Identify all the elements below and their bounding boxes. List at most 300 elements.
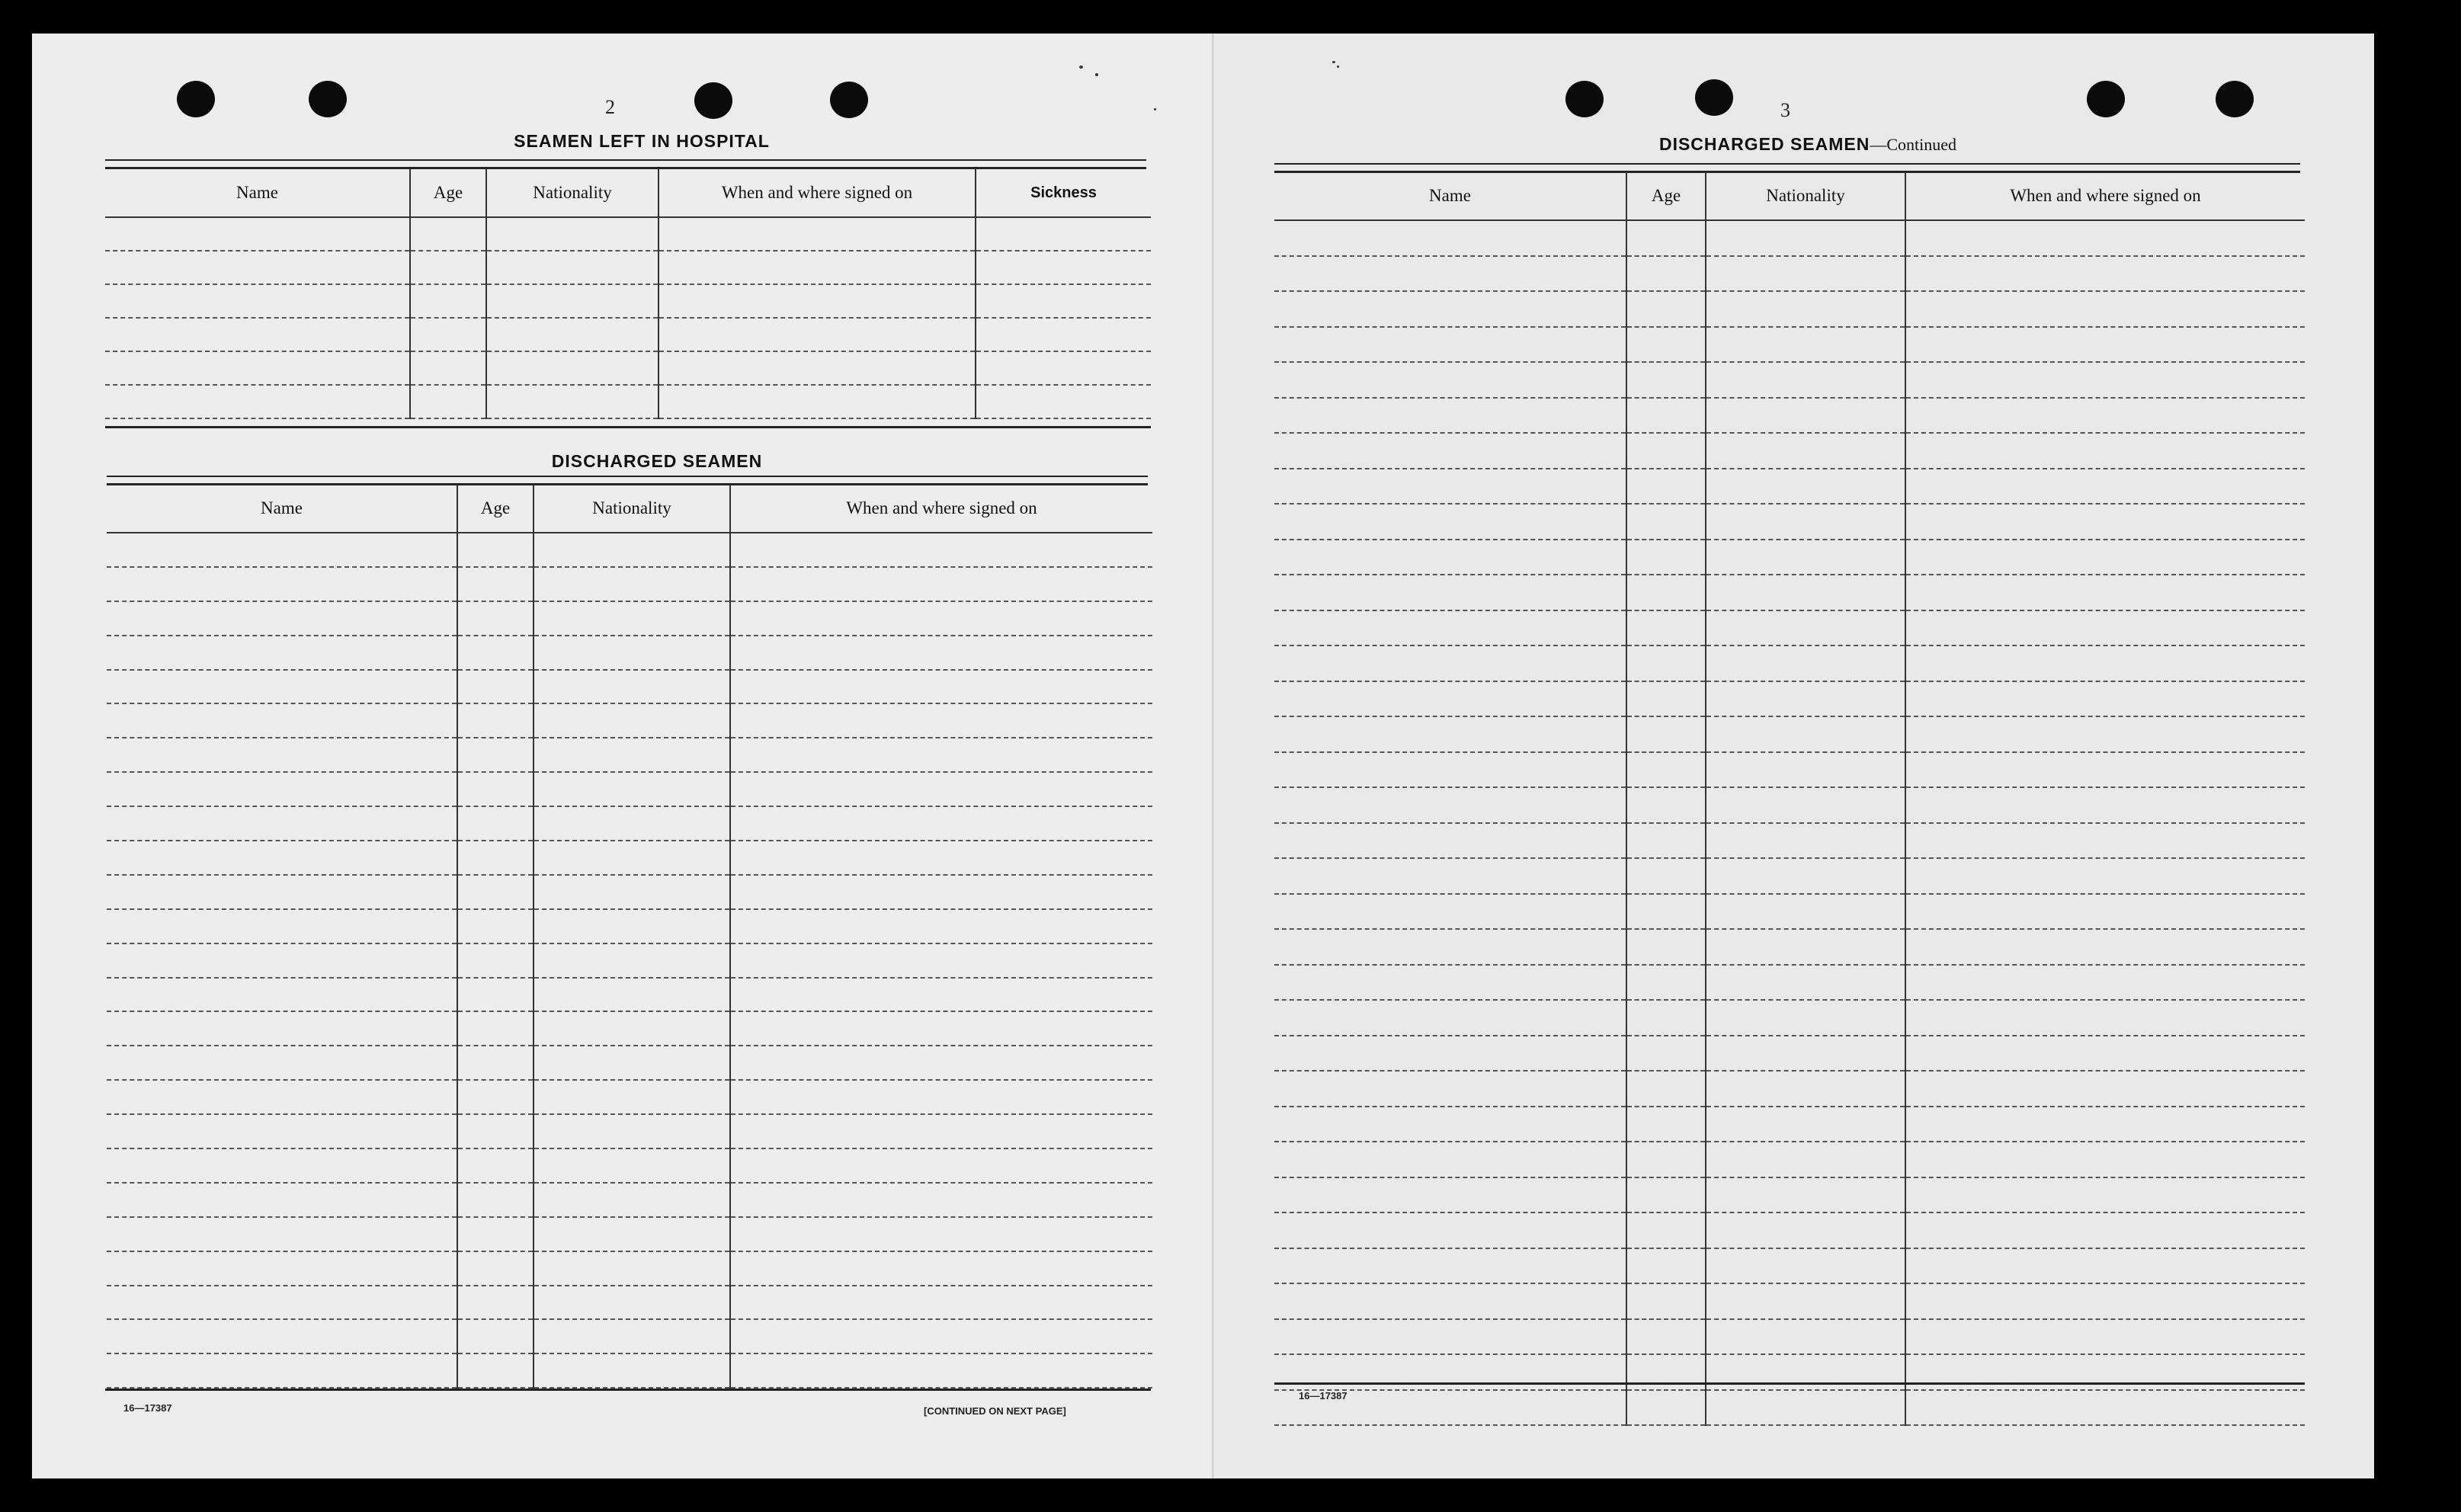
blank-cell-when-and-where-signed-on[interactable] [730, 1251, 1152, 1286]
table-row [107, 1114, 1152, 1148]
blank-cell-when-and-where-signed-on[interactable] [659, 318, 976, 351]
blank-cell-age[interactable] [457, 670, 534, 704]
blank-cell-name[interactable] [105, 217, 410, 251]
blank-cell-nationality[interactable] [1706, 1000, 1905, 1036]
blank-cell-when-and-where-signed-on[interactable] [730, 943, 1152, 978]
paper-speck [1154, 108, 1156, 111]
blank-cell-when-and-where-signed-on[interactable] [1905, 1212, 2305, 1248]
blank-cell-nationality[interactable] [486, 251, 659, 284]
punch-hole [694, 82, 732, 119]
blank-cell-nationality[interactable] [534, 1080, 730, 1114]
blank-cell-nationality[interactable] [534, 1046, 730, 1080]
blank-cell-age[interactable] [457, 1286, 534, 1320]
blank-cell-nationality[interactable] [1706, 681, 1905, 717]
blank-cell-name[interactable] [1274, 291, 1626, 327]
hospital-bottom-rule [105, 426, 1151, 428]
blank-cell-nationality[interactable] [1706, 965, 1905, 1001]
blank-cell-age[interactable] [1626, 645, 1706, 681]
blank-cell-age[interactable] [1626, 540, 1706, 575]
punch-hole [2216, 81, 2254, 117]
blank-cell-name[interactable] [107, 1046, 457, 1080]
blank-cell-age[interactable] [1626, 787, 1706, 823]
column-header-when-and-where-signed-on: When and where signed on [730, 485, 1152, 533]
blank-cell-age[interactable] [1626, 716, 1706, 752]
column-header-name: Name [1274, 172, 1626, 220]
blank-cell-when-and-where-signed-on[interactable] [1905, 1036, 2305, 1072]
blank-cell-name[interactable] [1274, 823, 1626, 859]
blank-cell-nationality[interactable] [1706, 504, 1905, 540]
blank-cell-nationality[interactable] [1706, 256, 1905, 292]
blank-cell-when-and-where-signed-on[interactable] [1905, 716, 2305, 752]
blank-cell-name[interactable] [1274, 1107, 1626, 1142]
blank-cell-name[interactable] [1274, 1000, 1626, 1036]
blank-cell-name[interactable] [107, 1114, 457, 1148]
blank-cell-nationality[interactable] [534, 533, 730, 567]
blank-cell-name[interactable] [1274, 1212, 1626, 1248]
blank-cell-when-and-where-signed-on[interactable] [1905, 681, 2305, 717]
blank-cell-age[interactable] [457, 1046, 534, 1080]
table-row [107, 1353, 1152, 1388]
table-row [1274, 504, 2305, 540]
blank-cell-when-and-where-signed-on[interactable] [730, 1217, 1152, 1251]
blank-cell-age[interactable] [1626, 362, 1706, 398]
blank-cell-age[interactable] [1626, 1283, 1706, 1319]
blank-cell-when-and-where-signed-on[interactable] [1905, 823, 2305, 859]
blank-cell-age[interactable] [457, 772, 534, 806]
blank-cell-when-and-where-signed-on[interactable] [1905, 1071, 2305, 1107]
blank-cell-when-and-where-signed-on[interactable] [1905, 362, 2305, 398]
blank-cell-when-and-where-signed-on[interactable] [1905, 1107, 2305, 1142]
blank-cell-name[interactable] [1274, 575, 1626, 610]
blank-cell-when-and-where-signed-on[interactable] [1905, 1000, 2305, 1036]
blank-cell-nationality[interactable] [534, 978, 730, 1012]
blank-cell-when-and-where-signed-on[interactable] [730, 1148, 1152, 1183]
blank-cell-when-and-where-signed-on[interactable] [1905, 752, 2305, 788]
blank-cell-name[interactable] [1274, 645, 1626, 681]
table-row [107, 909, 1152, 943]
blank-cell-age[interactable] [1626, 575, 1706, 610]
blank-cell-name[interactable] [107, 738, 457, 772]
blank-cell-nationality[interactable] [534, 1353, 730, 1388]
blank-cell-name[interactable] [1274, 220, 1626, 256]
blank-cell-when-and-where-signed-on[interactable] [1905, 929, 2305, 965]
blank-cell-nationality[interactable] [534, 841, 730, 875]
blank-cell-name[interactable] [1274, 965, 1626, 1001]
table-row [107, 567, 1152, 601]
blank-cell-name[interactable] [107, 533, 457, 567]
blank-cell-when-and-where-signed-on[interactable] [1905, 1177, 2305, 1213]
blank-cell-sickness[interactable] [976, 217, 1151, 251]
blank-cell-nationality[interactable] [486, 385, 659, 418]
blank-cell-age[interactable] [457, 1080, 534, 1114]
blank-cell-name[interactable] [107, 1183, 457, 1217]
blank-cell-nationality[interactable] [1706, 610, 1905, 646]
blank-cell-nationality[interactable] [1706, 1107, 1905, 1142]
blank-cell-name[interactable] [107, 1080, 457, 1114]
blank-cell-age[interactable] [1626, 327, 1706, 363]
blank-cell-name[interactable] [1274, 858, 1626, 894]
blank-cell-age[interactable] [1626, 681, 1706, 717]
blank-cell-when-and-where-signed-on[interactable] [1905, 433, 2305, 469]
blank-cell-age[interactable] [457, 567, 534, 601]
table-row [1274, 1000, 2305, 1036]
blank-cell-nationality[interactable] [1706, 1212, 1905, 1248]
table-row [107, 601, 1152, 636]
blank-cell-name[interactable] [1274, 504, 1626, 540]
blank-cell-when-and-where-signed-on[interactable] [730, 636, 1152, 670]
blank-cell-nationality[interactable] [1706, 1319, 1905, 1355]
blank-cell-nationality[interactable] [1706, 752, 1905, 788]
blank-cell-name[interactable] [1274, 1036, 1626, 1072]
table-row [105, 351, 1151, 385]
blank-cell-age[interactable] [457, 1353, 534, 1388]
table-row [107, 533, 1152, 567]
blank-cell-name[interactable] [107, 978, 457, 1012]
blank-cell-when-and-where-signed-on[interactable] [1905, 1248, 2305, 1284]
blank-cell-when-and-where-signed-on[interactable] [1905, 610, 2305, 646]
blank-cell-age[interactable] [457, 1148, 534, 1183]
blank-cell-age[interactable] [457, 1183, 534, 1217]
blank-cell-age[interactable] [1626, 1319, 1706, 1355]
paper-speck [1332, 61, 1335, 63]
blank-cell-when-and-where-signed-on[interactable] [1905, 787, 2305, 823]
blank-cell-name[interactable] [1274, 681, 1626, 717]
blank-cell-nationality[interactable] [1706, 327, 1905, 363]
continued-suffix: —Continued [1870, 135, 1957, 154]
blank-cell-nationality[interactable] [1706, 645, 1905, 681]
blank-cell-name[interactable] [1274, 469, 1626, 505]
blank-cell-nationality[interactable] [1706, 858, 1905, 894]
blank-cell-age[interactable] [457, 636, 534, 670]
blank-cell-when-and-where-signed-on[interactable] [730, 841, 1152, 875]
hospital-section-title: SEAMEN LEFT IN HOSPITAL [514, 131, 770, 151]
blank-cell-when-and-where-signed-on[interactable] [730, 978, 1152, 1012]
blank-cell-age[interactable] [1626, 752, 1706, 788]
blank-cell-name[interactable] [1274, 1248, 1626, 1284]
blank-cell-name[interactable] [107, 567, 457, 601]
blank-cell-name[interactable] [1274, 894, 1626, 930]
table-row [1274, 1107, 2305, 1142]
blank-cell-when-and-where-signed-on[interactable] [1905, 398, 2305, 434]
blank-cell-name[interactable] [107, 1286, 457, 1320]
blank-cell-age[interactable] [457, 943, 534, 978]
blank-cell-nationality[interactable] [534, 670, 730, 704]
blank-cell-age[interactable] [457, 1217, 534, 1251]
column-header-age: Age [1626, 172, 1706, 220]
blank-cell-age[interactable] [1626, 291, 1706, 327]
blank-cell-nationality[interactable] [486, 284, 659, 318]
column-header-when-and-where-signed-on: When and where signed on [659, 169, 976, 217]
blank-cell-age[interactable] [457, 703, 534, 738]
blank-cell-nationality[interactable] [1706, 894, 1905, 930]
blank-cell-age[interactable] [410, 318, 486, 351]
blank-cell-name[interactable] [1274, 1283, 1626, 1319]
blank-cell-when-and-where-signed-on[interactable] [1905, 1283, 2305, 1319]
blank-cell-age[interactable] [457, 533, 534, 567]
blank-cell-when-and-where-signed-on[interactable] [1905, 540, 2305, 575]
blank-cell-when-and-where-signed-on[interactable] [1905, 327, 2305, 363]
blank-cell-nationality[interactable] [534, 772, 730, 806]
blank-cell-age[interactable] [1626, 610, 1706, 646]
blank-cell-when-and-where-signed-on[interactable] [730, 601, 1152, 636]
blank-cell-nationality[interactable] [1706, 1036, 1905, 1072]
blank-cell-nationality[interactable] [1706, 220, 1905, 256]
blank-cell-when-and-where-signed-on[interactable] [730, 1080, 1152, 1114]
blank-cell-age[interactable] [1626, 469, 1706, 505]
blank-cell-name[interactable] [107, 1319, 457, 1353]
blank-cell-name[interactable] [1274, 1177, 1626, 1213]
blank-cell-nationality[interactable] [1706, 1071, 1905, 1107]
blank-cell-nationality[interactable] [1706, 929, 1905, 965]
blank-cell-age[interactable] [457, 978, 534, 1012]
blank-cell-age[interactable] [1626, 504, 1706, 540]
blank-cell-when-and-where-signed-on[interactable] [1905, 965, 2305, 1001]
blank-cell-age[interactable] [457, 1114, 534, 1148]
blank-cell-nationality[interactable] [1706, 1248, 1905, 1284]
blank-cell-age[interactable] [1626, 1142, 1706, 1177]
blank-cell-age[interactable] [1626, 1248, 1706, 1284]
blank-cell-nationality[interactable] [534, 1319, 730, 1353]
blank-cell-nationality[interactable] [1706, 398, 1905, 434]
blank-cell-name[interactable] [107, 943, 457, 978]
blank-cell-age[interactable] [410, 251, 486, 284]
blank-cell-age[interactable] [1626, 823, 1706, 859]
blank-cell-name[interactable] [1274, 1142, 1626, 1177]
blank-cell-when-and-where-signed-on[interactable] [730, 738, 1152, 772]
blank-cell-age[interactable] [1626, 1107, 1706, 1142]
blank-cell-name[interactable] [107, 772, 457, 806]
blank-cell-name[interactable] [105, 318, 410, 351]
blank-cell-nationality[interactable] [534, 567, 730, 601]
blank-cell-when-and-where-signed-on[interactable] [1905, 1142, 2305, 1177]
blank-cell-nationality[interactable] [1706, 575, 1905, 610]
blank-cell-when-and-where-signed-on[interactable] [730, 875, 1152, 909]
blank-cell-age[interactable] [457, 841, 534, 875]
blank-cell-age[interactable] [1626, 1071, 1706, 1107]
blank-cell-name[interactable] [105, 284, 410, 318]
column-header-nationality: Nationality [1706, 172, 1905, 220]
blank-cell-when-and-where-signed-on[interactable] [730, 567, 1152, 601]
blank-cell-when-and-where-signed-on[interactable] [659, 251, 976, 284]
blank-cell-when-and-where-signed-on[interactable] [1905, 894, 2305, 930]
blank-cell-when-and-where-signed-on[interactable] [730, 703, 1152, 738]
blank-cell-nationality[interactable] [1706, 1177, 1905, 1213]
blank-cell-nationality[interactable] [534, 909, 730, 943]
blank-cell-name[interactable] [1274, 787, 1626, 823]
blank-cell-nationality[interactable] [534, 1011, 730, 1046]
blank-cell-age[interactable] [1626, 398, 1706, 434]
table-row [1274, 787, 2305, 823]
blank-cell-nationality[interactable] [1706, 433, 1905, 469]
blank-cell-nationality[interactable] [1706, 469, 1905, 505]
blank-cell-when-and-where-signed-on[interactable] [730, 806, 1152, 841]
blank-cell-nationality[interactable] [1706, 362, 1905, 398]
blank-cell-age[interactable] [1626, 1390, 1706, 1426]
blank-cell-name[interactable] [1274, 433, 1626, 469]
blank-cell-when-and-where-signed-on[interactable] [730, 1319, 1152, 1353]
blank-cell-age[interactable] [1626, 1177, 1706, 1213]
blank-cell-name[interactable] [1274, 362, 1626, 398]
blank-cell-age[interactable] [1626, 1212, 1706, 1248]
table-row [107, 806, 1152, 841]
blank-cell-when-and-where-signed-on[interactable] [730, 533, 1152, 567]
table-row [107, 1217, 1152, 1251]
blank-cell-name[interactable] [107, 703, 457, 738]
blank-cell-name[interactable] [1274, 540, 1626, 575]
table-row [107, 1080, 1152, 1114]
blank-cell-sickness[interactable] [976, 284, 1151, 318]
blank-cell-nationality[interactable] [534, 601, 730, 636]
blank-cell-age[interactable] [457, 1319, 534, 1353]
blank-cell-nationality[interactable] [534, 806, 730, 841]
blank-cell-when-and-where-signed-on[interactable] [1905, 1319, 2305, 1355]
blank-cell-nationality[interactable] [534, 1183, 730, 1217]
blank-cell-when-and-where-signed-on[interactable] [1905, 858, 2305, 894]
blank-cell-nationality[interactable] [1706, 540, 1905, 575]
blank-cell-age[interactable] [457, 909, 534, 943]
blank-cell-name[interactable] [107, 636, 457, 670]
blank-cell-nationality[interactable] [534, 1251, 730, 1286]
blank-cell-nationality[interactable] [534, 1148, 730, 1183]
blank-cell-sickness[interactable] [976, 318, 1151, 351]
blank-cell-when-and-where-signed-on[interactable] [730, 1046, 1152, 1080]
blank-cell-when-and-where-signed-on[interactable] [730, 1353, 1152, 1388]
blank-cell-nationality[interactable] [486, 217, 659, 251]
blank-cell-nationality[interactable] [534, 1286, 730, 1320]
blank-cell-age[interactable] [1626, 929, 1706, 965]
blank-cell-name[interactable] [105, 351, 410, 385]
blank-cell-when-and-where-signed-on[interactable] [659, 284, 976, 318]
blank-cell-age[interactable] [1626, 894, 1706, 930]
table-row [1274, 894, 2305, 930]
blank-cell-name[interactable] [107, 670, 457, 704]
blank-cell-nationality[interactable] [486, 351, 659, 385]
blank-cell-name[interactable] [1274, 1071, 1626, 1107]
blank-cell-name[interactable] [107, 875, 457, 909]
blank-cell-age[interactable] [457, 806, 534, 841]
table-row [105, 217, 1151, 251]
blank-cell-when-and-where-signed-on[interactable] [730, 1286, 1152, 1320]
table-row [1274, 965, 2305, 1001]
blank-cell-when-and-where-signed-on[interactable] [730, 1183, 1152, 1217]
blank-cell-name[interactable] [105, 385, 410, 418]
blank-cell-age[interactable] [457, 738, 534, 772]
blank-cell-when-and-where-signed-on[interactable] [1905, 575, 2305, 610]
blank-cell-name[interactable] [1274, 398, 1626, 434]
blank-cell-nationality[interactable] [534, 738, 730, 772]
blank-cell-name[interactable] [107, 1011, 457, 1046]
blank-cell-age[interactable] [410, 385, 486, 418]
blank-cell-nationality[interactable] [1706, 716, 1905, 752]
blank-cell-when-and-where-signed-on[interactable] [1905, 256, 2305, 292]
column-header-name: Name [107, 485, 457, 533]
blank-cell-sickness[interactable] [976, 385, 1151, 418]
table-row [1274, 716, 2305, 752]
table-row [107, 943, 1152, 978]
blank-cell-age[interactable] [1626, 256, 1706, 292]
blank-cell-name[interactable] [1274, 327, 1626, 363]
blank-cell-name[interactable] [107, 1353, 457, 1388]
blank-cell-when-and-where-signed-on[interactable] [1905, 291, 2305, 327]
blank-cell-nationality[interactable] [1706, 1283, 1905, 1319]
blank-cell-age[interactable] [1626, 220, 1706, 256]
blank-cell-when-and-where-signed-on[interactable] [659, 385, 976, 418]
blank-cell-age[interactable] [410, 284, 486, 318]
blank-cell-age[interactable] [457, 601, 534, 636]
blank-cell-age[interactable] [1626, 858, 1706, 894]
blank-cell-nationality[interactable] [1706, 291, 1905, 327]
blank-cell-when-and-where-signed-on[interactable] [1905, 645, 2305, 681]
punch-hole [177, 81, 215, 117]
blank-cell-when-and-where-signed-on[interactable] [730, 909, 1152, 943]
blank-cell-when-and-where-signed-on[interactable] [730, 670, 1152, 704]
blank-cell-name[interactable] [105, 251, 410, 284]
blank-cell-name[interactable] [107, 909, 457, 943]
blank-cell-name[interactable] [1274, 929, 1626, 965]
table-row [107, 1319, 1152, 1353]
blank-cell-sickness[interactable] [976, 251, 1151, 284]
blank-cell-name[interactable] [107, 841, 457, 875]
blank-cell-age[interactable] [410, 351, 486, 385]
blank-cell-name[interactable] [1274, 610, 1626, 646]
blank-cell-when-and-where-signed-on[interactable] [1905, 220, 2305, 256]
blank-cell-name[interactable] [107, 601, 457, 636]
table-row [1274, 858, 2305, 894]
blank-cell-name[interactable] [107, 1217, 457, 1251]
blank-cell-when-and-where-signed-on[interactable] [730, 1011, 1152, 1046]
blank-cell-nationality[interactable] [486, 318, 659, 351]
blank-cell-when-and-where-signed-on[interactable] [1905, 1390, 2305, 1426]
blank-cell-age[interactable] [1626, 433, 1706, 469]
blank-cell-age[interactable] [410, 217, 486, 251]
blank-cell-age[interactable] [457, 1251, 534, 1286]
blank-cell-nationality[interactable] [534, 943, 730, 978]
blank-cell-age[interactable] [1626, 1036, 1706, 1072]
blank-cell-nationality[interactable] [1706, 1390, 1905, 1426]
blank-cell-when-and-where-signed-on[interactable] [730, 1114, 1152, 1148]
blank-cell-nationality[interactable] [534, 636, 730, 670]
blank-cell-sickness[interactable] [976, 351, 1151, 385]
blank-cell-name[interactable] [1274, 716, 1626, 752]
blank-cell-when-and-where-signed-on[interactable] [659, 217, 976, 251]
blank-cell-age[interactable] [1626, 1000, 1706, 1036]
blank-cell-age[interactable] [457, 875, 534, 909]
blank-cell-age[interactable] [457, 1011, 534, 1046]
blank-cell-name[interactable] [1274, 1319, 1626, 1355]
blank-cell-when-and-where-signed-on[interactable] [1905, 469, 2305, 505]
blank-cell-nationality[interactable] [534, 1217, 730, 1251]
blank-cell-nationality[interactable] [534, 703, 730, 738]
blank-cell-when-and-where-signed-on[interactable] [730, 772, 1152, 806]
blank-cell-nationality[interactable] [1706, 787, 1905, 823]
blank-cell-when-and-where-signed-on[interactable] [659, 351, 976, 385]
table-row [107, 738, 1152, 772]
blank-cell-name[interactable] [107, 1251, 457, 1286]
table-row [107, 636, 1152, 670]
column-header-name: Name [105, 169, 410, 217]
blank-cell-nationality[interactable] [534, 1114, 730, 1148]
blank-cell-name[interactable] [1274, 256, 1626, 292]
blank-cell-when-and-where-signed-on[interactable] [1905, 504, 2305, 540]
blank-cell-nationality[interactable] [1706, 823, 1905, 859]
blank-cell-name[interactable] [107, 1148, 457, 1183]
table-row [1274, 1248, 2305, 1284]
blank-cell-nationality[interactable] [1706, 1142, 1905, 1177]
blank-cell-nationality[interactable] [534, 875, 730, 909]
blank-cell-name[interactable] [1274, 752, 1626, 788]
blank-cell-age[interactable] [1626, 965, 1706, 1001]
blank-cell-name[interactable] [107, 806, 457, 841]
